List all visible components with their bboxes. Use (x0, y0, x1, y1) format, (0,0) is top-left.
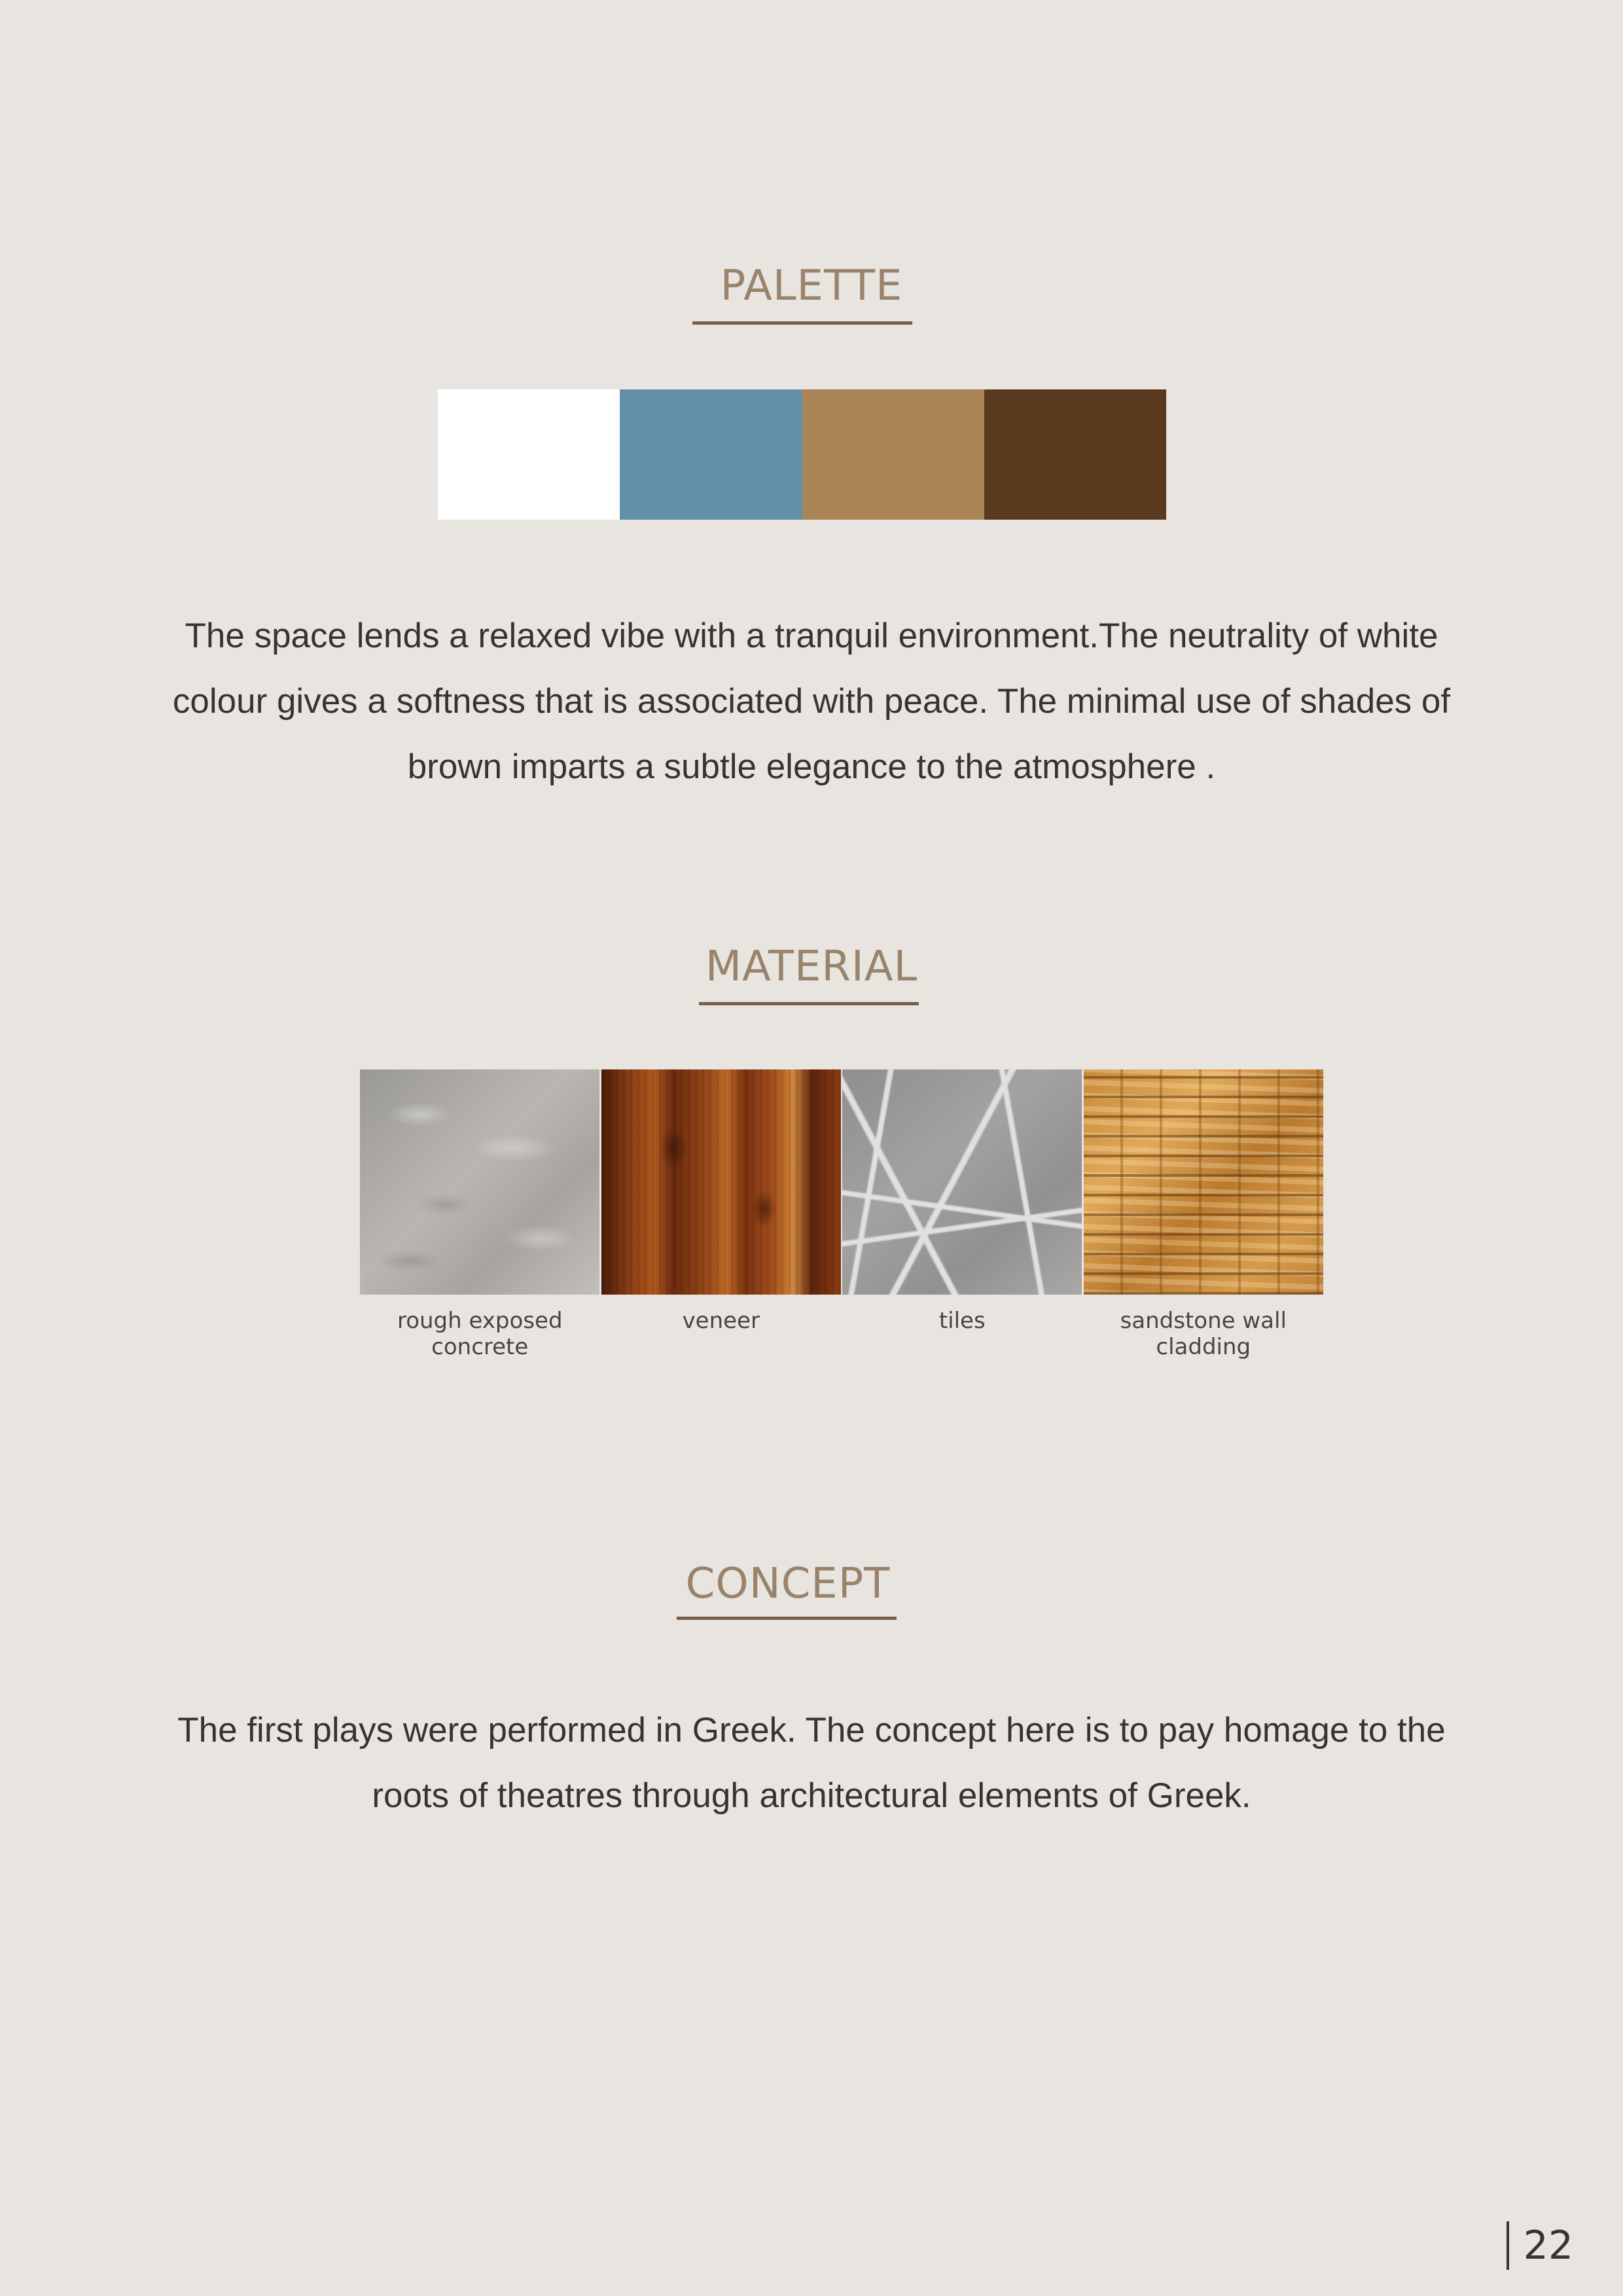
palette-swatch-dark-brown (984, 389, 1166, 520)
sandstone-cladding-texture-image (1084, 1069, 1323, 1295)
material-heading-underline (699, 1002, 919, 1005)
material-heading: MATERIAL (705, 942, 918, 991)
material-item-veneer (601, 1069, 842, 1360)
palette-swatches (438, 389, 1166, 520)
page-number: 22 (1523, 2223, 1573, 2269)
page-footer (1507, 2221, 1573, 2270)
material-label: sandstone wall cladding (1120, 1308, 1287, 1360)
palette-heading-underline (692, 321, 912, 325)
palette-description: The space lends a relaxed vibe with a tranquil environment.The neutrality of white colour gives a softness that is associated with peace. The minimal use of shades of brown imparts a subtle elegance to the atmosphere . (172, 617, 1451, 786)
concrete-texture-image (360, 1069, 599, 1295)
stone-tile-texture-image (842, 1069, 1082, 1295)
material-item-concrete (359, 1069, 601, 1360)
material-item-sandstone (1083, 1069, 1325, 1360)
material-label: veneer (682, 1308, 760, 1334)
palette-heading: PALETTE (720, 262, 903, 310)
material-label: rough exposed concrete (397, 1308, 563, 1360)
concept-description: The first plays were performed in Greek. The concept here is to pay homage to the roots of theatres through architectural elements of Greek. (177, 1711, 1446, 1815)
palette-swatch-white (438, 389, 620, 520)
material-samples (359, 1069, 1324, 1360)
wood-veneer-texture-image (601, 1069, 841, 1295)
palette-swatch-tan (802, 389, 984, 520)
concept-heading-underline (677, 1617, 897, 1620)
material-label: tiles (938, 1308, 986, 1334)
concept-heading: CONCEPT (685, 1560, 891, 1608)
material-item-tiles (842, 1069, 1083, 1360)
palette-swatch-blue (620, 389, 802, 520)
page-number-divider (1507, 2221, 1509, 2270)
